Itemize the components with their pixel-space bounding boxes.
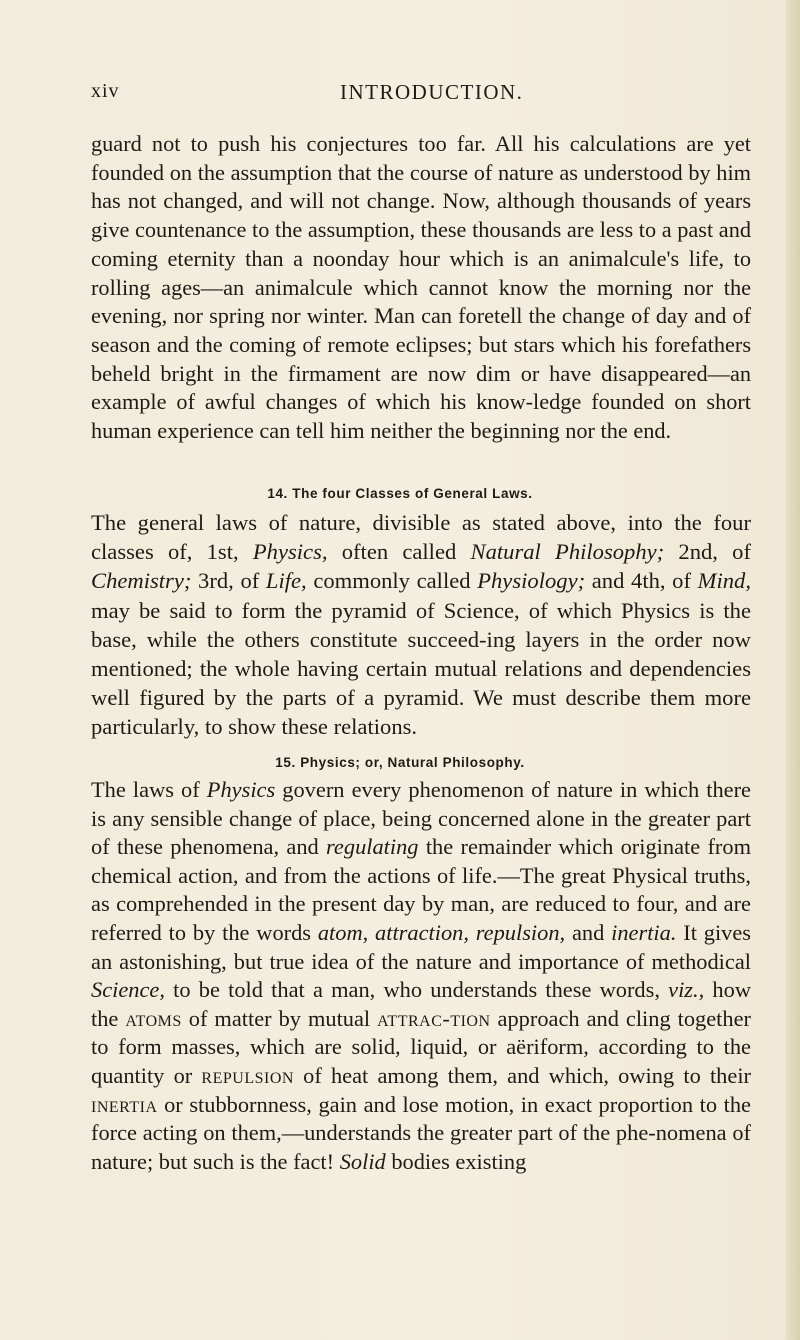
italic-term: Chemistry; xyxy=(91,568,192,594)
text-run: It gives an astonishing, but true idea of the nature and importance of methodical xyxy=(91,919,752,974)
italic-term: Science, xyxy=(91,977,165,1003)
text-run: govern every phenomenon of nature in which there is any sensible change of place, being concerned alone in the greater part of these phenomena, and xyxy=(91,777,751,860)
text-run: of heat among them, and which, owing to their xyxy=(293,1062,751,1088)
text-run: to be told that a man, who understands these words, xyxy=(164,977,669,1003)
text-run: may be said to form the pyramid of Science, of which Physics is the base, while the others constitute succeed-ing layers in the order now mentioned; the whole having certain mutual relations and dependencies well figured by the parts of a pyramid. We must describe them more particularly, to show these relations. xyxy=(91,597,751,740)
running-title: INTRODUCTION. xyxy=(340,80,524,104)
italic-term: Physics xyxy=(206,777,276,802)
text-run: and 4th, of xyxy=(585,568,698,594)
text-run: of matter by mutual xyxy=(181,1005,378,1031)
italic-term: atom, attraction, repulsion, xyxy=(317,919,566,945)
text-run: 3rd, of xyxy=(191,568,266,594)
italic-term: Solid xyxy=(339,1148,386,1174)
italic-term: Physics, xyxy=(252,539,328,565)
page-edge xyxy=(786,0,800,1340)
text-run: approach and cling together to form masses, which are solid, liquid, or aëriform, according to the quantity or xyxy=(91,1005,751,1088)
italic-term: Mind, xyxy=(697,568,751,594)
page-header xyxy=(0,80,800,110)
small-caps-term: inertia xyxy=(91,1091,158,1117)
text-run: often called xyxy=(327,539,471,565)
text-run: the remainder which originate from chemical action, and from the actions of life.—The great Physical truths, as comprehended in the present day by man, are reduced to four, and are referred to by the words xyxy=(91,834,752,945)
text-run: 2nd, of xyxy=(664,539,751,565)
italic-term: Physiology; xyxy=(477,568,586,594)
text-run: The laws of xyxy=(91,777,207,802)
page-number: xiv xyxy=(91,80,120,102)
italic-term: inertia. xyxy=(611,919,677,945)
section-14-paragraph xyxy=(91,508,751,742)
italic-term: regulating xyxy=(326,834,419,860)
small-caps-term: repulsion xyxy=(201,1062,294,1088)
text-run: commonly called xyxy=(306,568,478,594)
paragraph-1: guard not to push his conjectures too far. All his calculations are yet founded on the assumption that the course of nature as understood by him has not changed, and will not change. Now, although thousands of years give countenance to the assumption, these thousands are less to a past and coming eternity than a noonday hour which is an animalcule's life, to rolling ages—an animalcule which cannot know the morning nor the evening, nor spring nor winter. Man can foretell the change of day and of season and the coming of remote eclipses; but stars which his forefathers beheld bright in the firmament are now dim or have disappeared—an example of awful changes of which his know-ledge founded on short human experience can tell him neither the beginning nor the end. xyxy=(91,131,751,444)
text-run: how the xyxy=(91,977,751,1031)
text-run: and xyxy=(565,919,612,945)
small-caps-term: attrac-tion xyxy=(377,1005,491,1031)
section-14-heading: 14. The four Classes of General Laws. xyxy=(267,486,533,501)
italic-term: viz., xyxy=(668,977,705,1003)
italic-term: Natural Philosophy; xyxy=(470,539,665,565)
section-15-paragraph xyxy=(91,776,751,1176)
text-run: bodies existing xyxy=(385,1148,527,1174)
italic-term: Life, xyxy=(265,568,307,594)
text-run: The general laws of nature, divisible as stated above, into the four classes of, 1st, xyxy=(91,510,751,565)
text-run: or stubbornness, gain and lose motion, in exact proportion to the force acting on them,—understands the greater part of the phe-nomena of nature; but such is the fact! xyxy=(91,1091,751,1174)
section-15-heading: 15. Physics; or, Natural Philosophy. xyxy=(275,755,525,770)
small-caps-term: atoms xyxy=(125,1005,182,1031)
